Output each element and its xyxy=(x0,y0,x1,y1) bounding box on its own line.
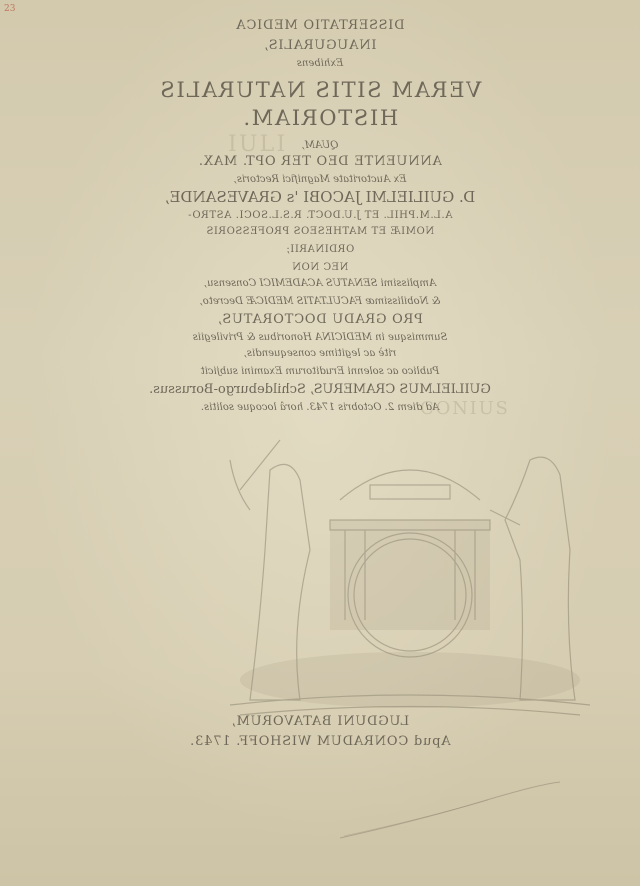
paper-scratch xyxy=(340,780,560,840)
title-line: Ad diem 2. Octobris 1743. horâ locoque solitis. xyxy=(200,402,440,413)
title-line: Publico ac solenni Eruditorum Examini subjicit xyxy=(200,366,440,377)
engraved-vignette xyxy=(220,430,600,720)
title-line: HISTORIAM. xyxy=(241,106,399,130)
title-line: ORDINARII; xyxy=(285,244,355,255)
ghost-text-front-2: CONIUS xyxy=(420,398,510,419)
title-line: Exhibens xyxy=(296,58,344,69)
title-line: INAUGURALIS, xyxy=(263,38,377,53)
imprint-line: Apud CONRADUM WISHOFF. 1743. xyxy=(189,734,451,749)
imprint-line: LUGDUNI BATAVORUM, xyxy=(230,714,410,729)
title-line: NEC NON xyxy=(291,262,349,273)
title-line: A.L.M.PHIL. ET J.U.DOCT. R.S.L.SOCI. ASTRO- xyxy=(187,210,453,221)
title-line: Summisque in MEDICINA Honoribus & Privilegiis xyxy=(192,332,448,343)
title-line: DISSERTATIO MEDICA xyxy=(235,18,405,33)
title-line: D. GUILIELMI JACOBI 's GRAVESANDE, xyxy=(164,188,476,206)
title-line: ritè ac legitime consequendis, xyxy=(243,348,397,359)
title-line: QUAM, xyxy=(301,140,339,151)
title-line: VERAM SITIS NATURALIS xyxy=(158,78,482,102)
ghost-text-front: IULI xyxy=(228,132,288,157)
title-line: PRO GRADU DOCTORATUS, xyxy=(217,312,423,327)
title-line: ANNUENTE DEO TER OPT. MAX. xyxy=(198,154,442,169)
title-line: & Nobilissimæ FACULTATIS MEDICÆ Decreto, xyxy=(199,296,441,307)
title-line: GUILIELMUS CRAMERUS, Schildeburgo-Borussus. xyxy=(149,382,491,397)
title-line: Amplissimi SENATUS ACADEMICI Consensu, xyxy=(203,278,437,289)
title-line: Ex Auctoritate Magnifici Rectoris, xyxy=(233,174,407,185)
page-number-mark: 23 xyxy=(4,4,16,14)
title-line: NOMIÆ ET MATHESEOS PROFESSORIS xyxy=(205,226,435,237)
